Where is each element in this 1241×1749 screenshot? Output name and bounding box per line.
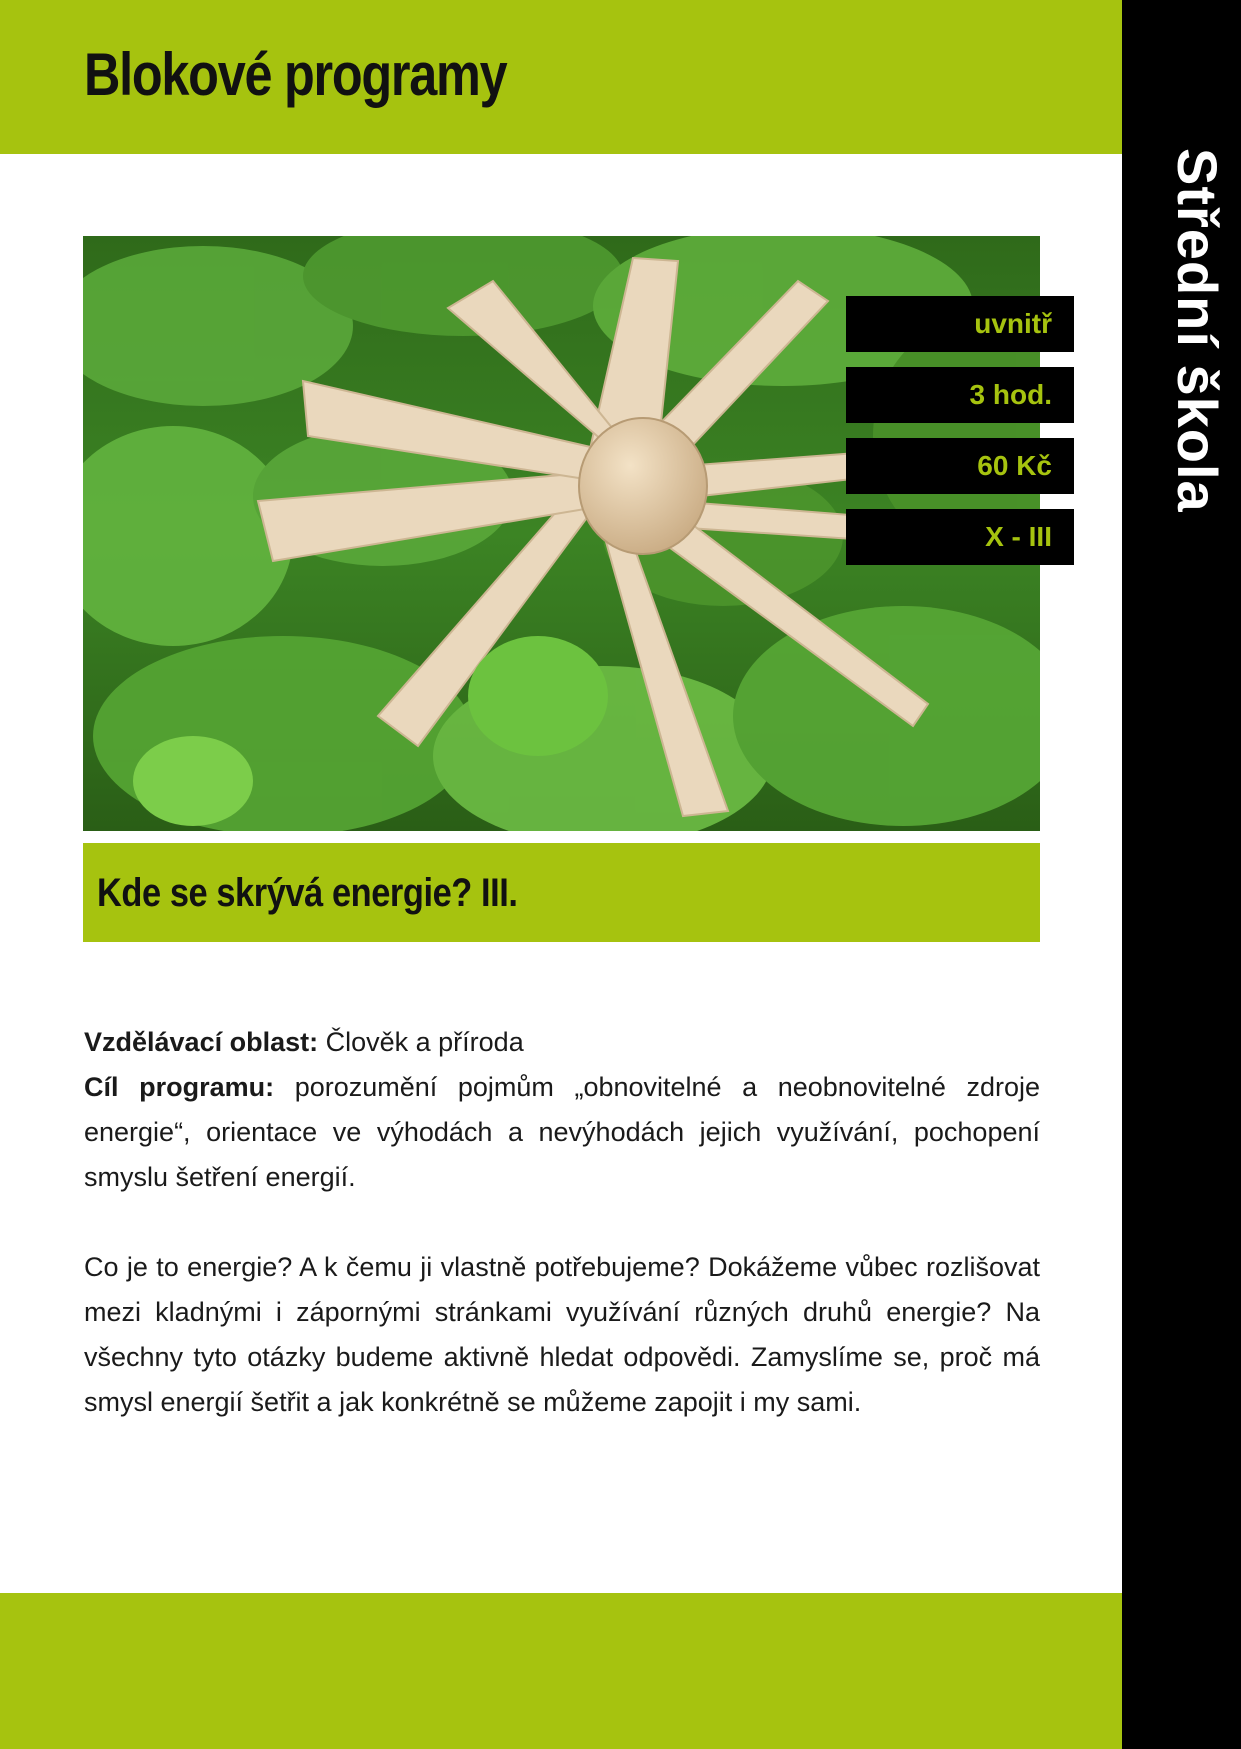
sidebar-label: Střední škola (1166, 148, 1229, 513)
program-title-band (83, 843, 1040, 942)
tag-grades: X - III (846, 509, 1074, 565)
tag-price: 60 Kč (846, 438, 1074, 494)
education-area-value: Člověk a příroda (325, 1027, 524, 1057)
tag-location: uvnitř (846, 296, 1074, 352)
footer-band (0, 1593, 1122, 1749)
tag-duration: 3 hod. (846, 367, 1074, 423)
education-area-label: Vzdělávací oblast: (84, 1027, 319, 1057)
program-goal (84, 1065, 1040, 1200)
program-description: Co je to energie? A k čemu ji vlastně potřebujeme? Dokážeme vůbec rozlišovat mezi kladnými i zápornými stránkami využívání různých druhů energie? Na všechny tyto otázky budeme aktivně hledat odpovědi. Zamyslíme se, proč má smysl energií šetřit a jak konkrétně se můžeme zapojit i my sami. (84, 1252, 1040, 1417)
program-goal-label: Cíl programu: (84, 1072, 275, 1102)
education-area (84, 1020, 1040, 1065)
program-title: Kde se skrývá energie? III. (97, 871, 518, 915)
program-content (84, 1020, 1040, 1425)
page-title: Blokové programy (84, 41, 507, 108)
program-goal-value: porozumění pojmům „obnovitelné a neobnovitelné zdroje energie“, orientace ve výhodách a nevýhodách jejich využívání, pochopení smyslu šetření energií. (84, 1072, 1040, 1192)
header-band (0, 0, 1122, 154)
